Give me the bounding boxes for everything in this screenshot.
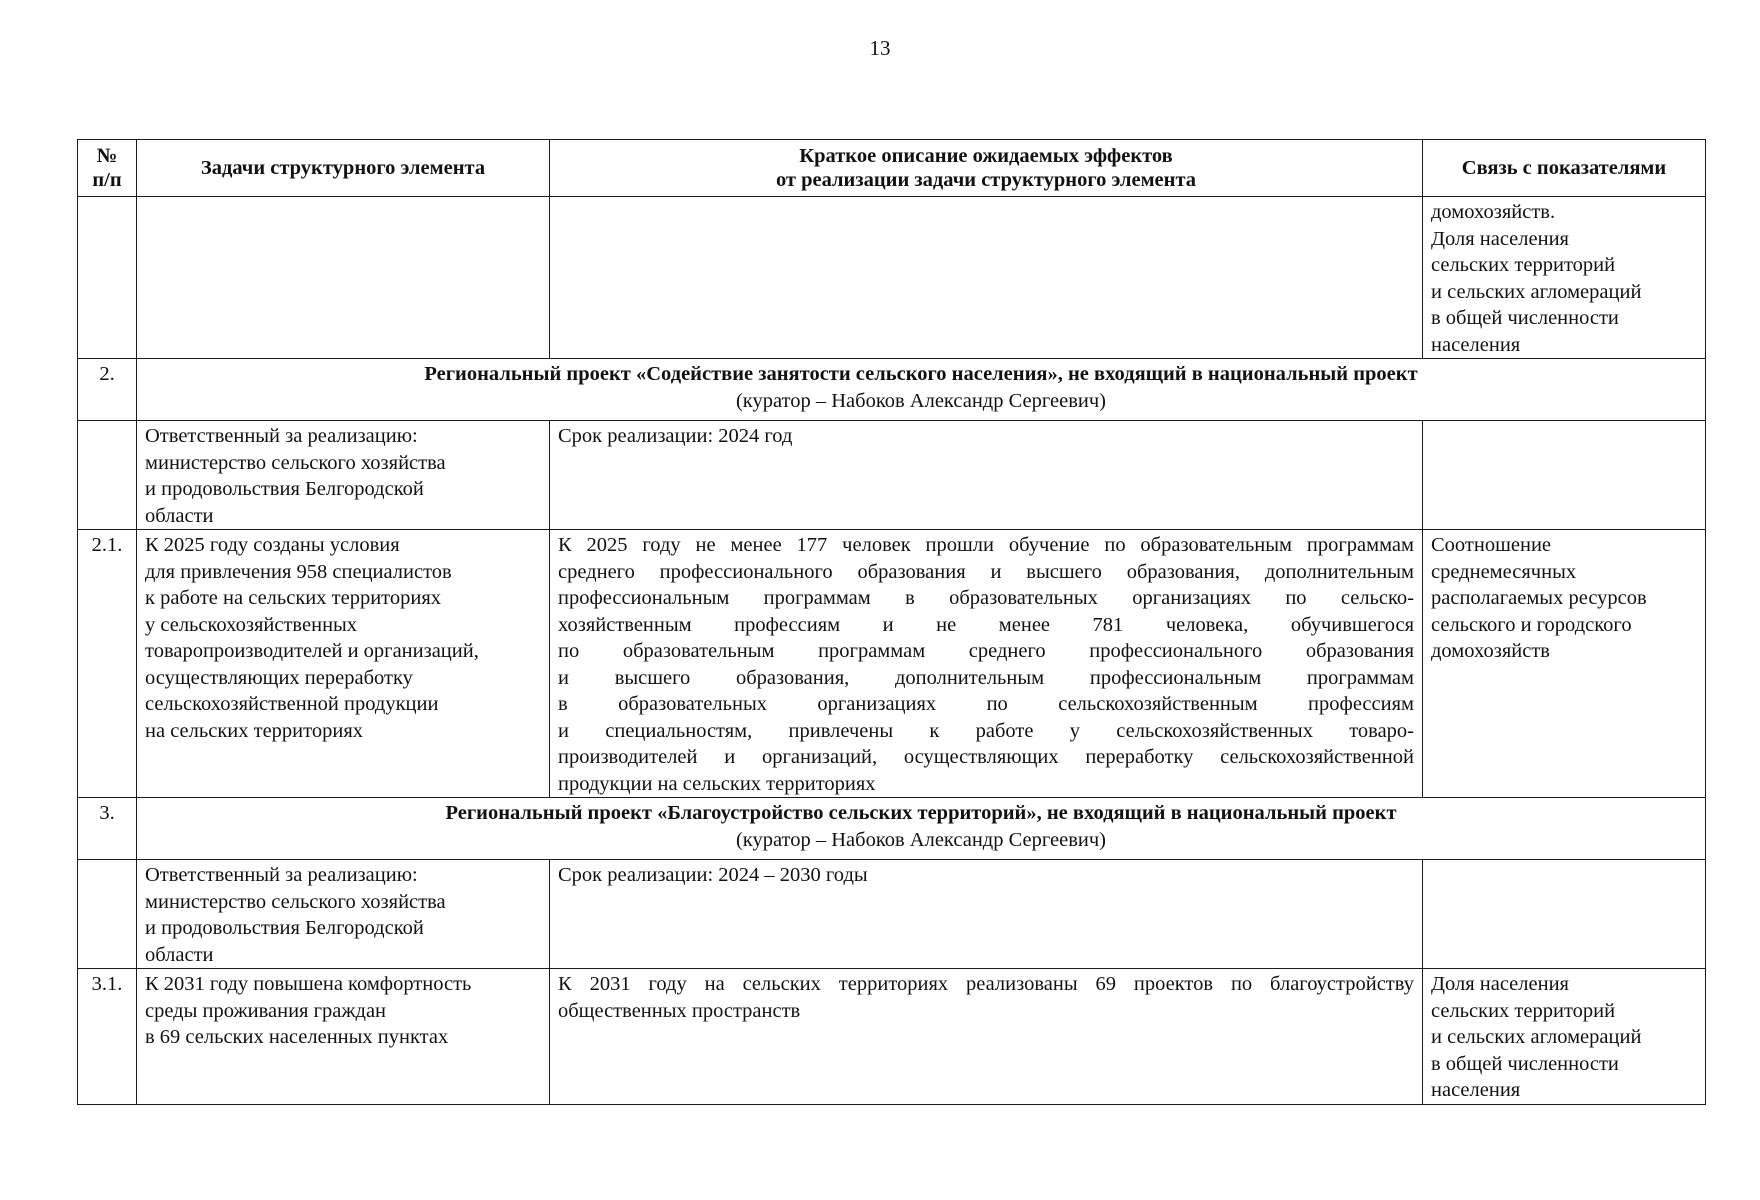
cell-task: [137, 197, 550, 359]
header-num: № п/п: [78, 140, 137, 197]
section-curator: (куратор – Набоков Александр Сергеевич): [735, 389, 1106, 412]
cell-task: К 2025 году созданы условия для привлечения 958 специалистов к работе на сельских территориях у сельскохозяйственных товаропроизводителей и организаций, осуществляющих переработку сельскохозяйственной продукции на сельских территориях: [137, 530, 550, 798]
cell-num: [78, 860, 137, 969]
cell-num: 2.1.: [78, 530, 137, 798]
cell-task: К 2031 году повышена комфортность среды проживания граждан в 69 сельских населенных пунктах: [137, 969, 550, 1105]
section-title: Региональный проект «Благоустройство сельских территорий», не входящий в национальный проект: [445, 802, 1397, 824]
header-indicators: Связь с показателями: [1423, 140, 1706, 197]
table-row: [78, 530, 1706, 798]
cell-indicators: [1423, 860, 1706, 969]
cell-effect: К 2025 году не менее 177 человек прошли обучение по образовательным программам среднего профессионального образования и высшего образования, дополнительным профессиональным программам в образовательных организациях по сельско- хозяйственным профессиям и не менее 781 человека, обучившегося по образовательным программам среднего профессионального образования и высшего образования, дополнительным профессиональным программам в образовательных организациях по сельскохозяйственным профессиям и специальностям, привлечены к работе у сельскохозяйственных товаро- производителей и организаций, осуществляющих переработку сельскохозяйственной продукции на сельских территориях: [550, 530, 1423, 798]
cell-indicators: Соотношение среднемесячных располагаемых ресурсов сельского и городского домохозяйств: [1423, 530, 1706, 798]
cell-term: Срок реализации: 2024 год: [550, 421, 1423, 530]
section-row: [78, 798, 1706, 860]
section-num: 2.: [78, 359, 137, 421]
cell-indicators: [1423, 421, 1706, 530]
table-header-row: [78, 140, 1706, 197]
page-number: 13: [869, 36, 891, 60]
section-row: [78, 359, 1706, 421]
cell-num: [78, 197, 137, 359]
table-row: [78, 197, 1706, 359]
cell-responsible: Ответственный за реализацию: министерство сельского хозяйства и продовольствия Белгородской области: [137, 860, 550, 969]
cell-responsible: Ответственный за реализацию: министерство сельского хозяйства и продовольствия Белгородской области: [137, 421, 550, 530]
cell-indicators: домохозяйств. Доля населения сельских территорий и сельских агломераций в общей численности населения: [1423, 197, 1706, 359]
tasks-table: [77, 139, 1706, 1105]
section-title-cell: [137, 798, 1706, 860]
header-tasks: Задачи структурного элемента: [137, 140, 550, 197]
cell-term: Срок реализации: 2024 – 2030 годы: [550, 860, 1423, 969]
cell-num: [78, 421, 137, 530]
table-row: [78, 860, 1706, 969]
cell-indicators: Доля населения сельских территорий и сельских агломераций в общей численности населения: [1423, 969, 1706, 1105]
table-row: [78, 969, 1706, 1105]
section-title-cell: [137, 359, 1706, 421]
section-title: Региональный проект «Содействие занятости сельского населения», не входящий в национальный проект: [424, 363, 1418, 385]
table-row: [78, 421, 1706, 530]
section-curator: (куратор – Набоков Александр Сергеевич): [735, 828, 1106, 851]
header-effects: Краткое описание ожидаемых эффектов от реализации задачи структурного элемента: [550, 140, 1423, 197]
cell-effect: [550, 197, 1423, 359]
cell-effect: К 2031 году на сельских территориях реализованы 69 проектов по благоустройству общественных пространств: [550, 969, 1423, 1105]
cell-num: 3.1.: [78, 969, 137, 1105]
section-num: 3.: [78, 798, 137, 860]
